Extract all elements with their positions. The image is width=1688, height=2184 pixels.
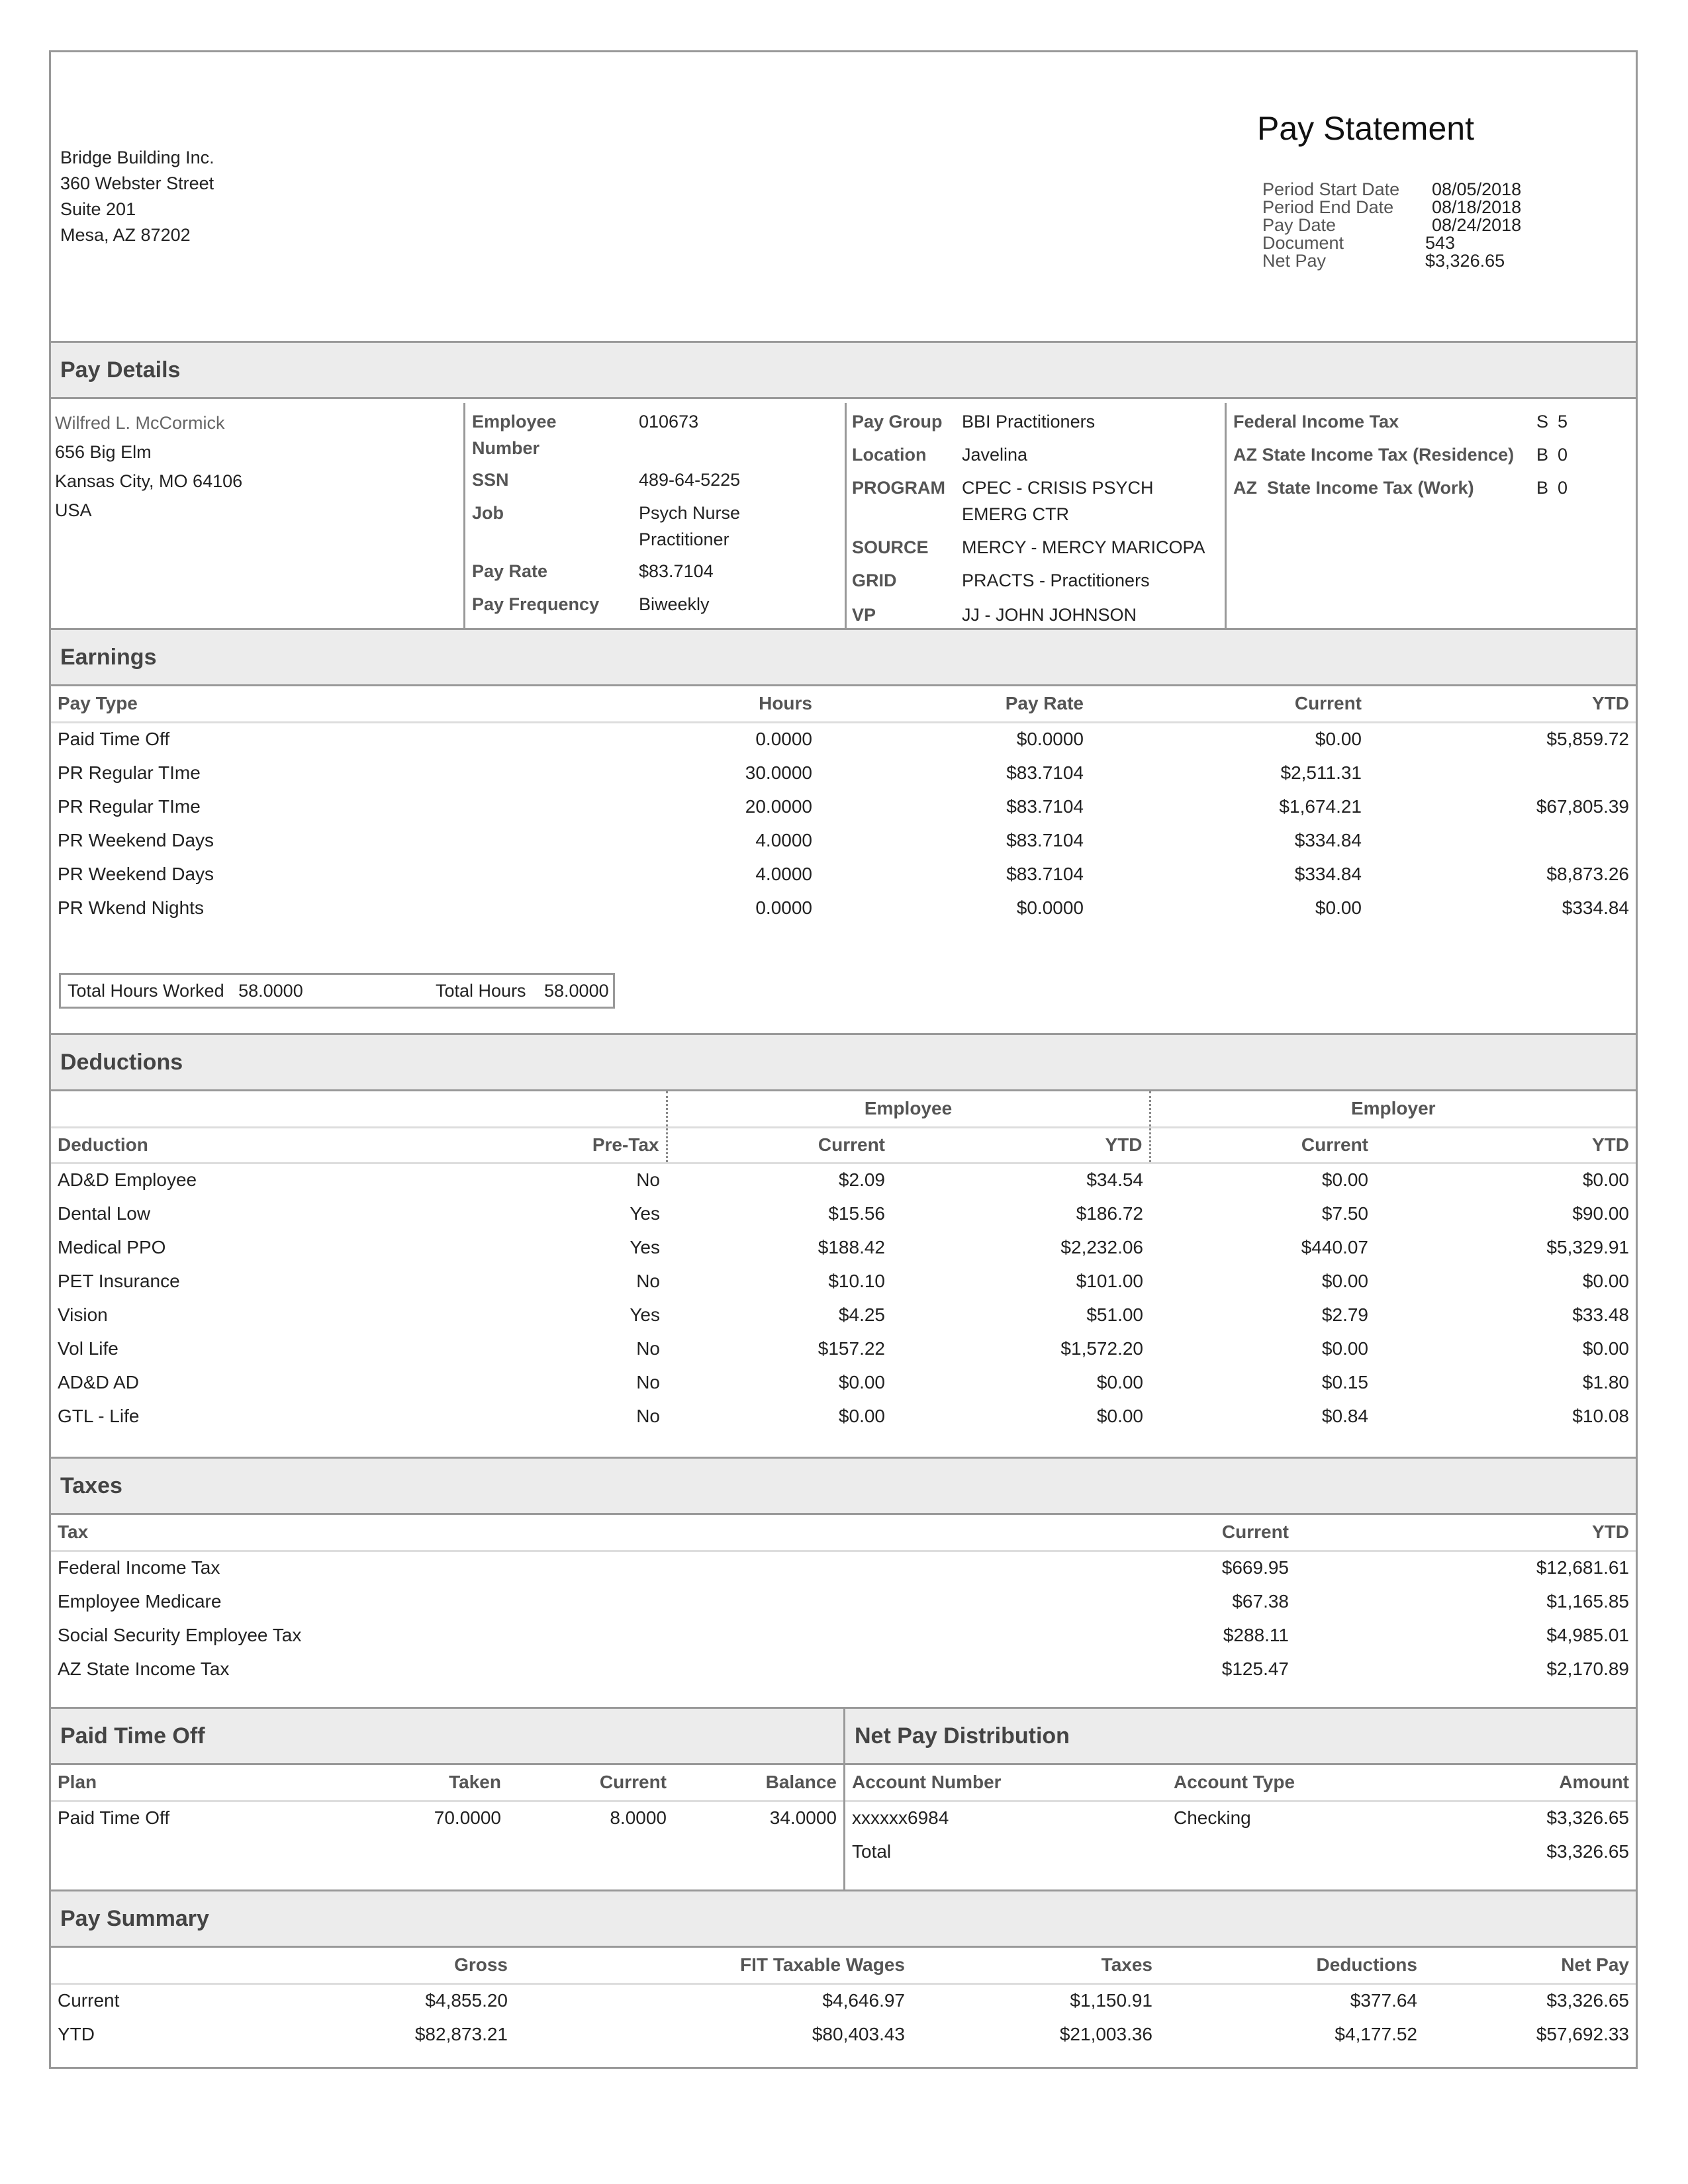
col-balance: Balance xyxy=(673,1765,843,1801)
table-row: Paid Time Off 70.0000 8.0000 34.0000 xyxy=(58,1807,837,1829)
total-hours-value: 58.0000 xyxy=(544,981,609,1001)
document-label: Document xyxy=(1262,233,1344,253)
period-start-label: Period Start Date xyxy=(1262,179,1400,199)
pay-frequency-label: Pay Frequency xyxy=(472,594,600,614)
col-employer-current: Current xyxy=(1150,1127,1375,1163)
col-account-type: Account Type xyxy=(1167,1765,1432,1801)
pay-date-label: Pay Date xyxy=(1262,215,1336,235)
deductions-group-row xyxy=(51,1091,1636,1127)
table-row: Medical PPO Yes $188.42 $2,232.06 $440.07 $5,329.91 xyxy=(58,1236,1629,1257)
az-work-tax-allowances: 0 xyxy=(1558,478,1568,498)
col-account-number: Account Number xyxy=(845,1765,1167,1801)
company-address-line1: 360 Webster Street xyxy=(60,173,214,193)
document-value: 543 xyxy=(1425,233,1456,253)
source-label: SOURCE xyxy=(852,537,929,557)
pto-panel xyxy=(51,1707,845,1889)
earnings-section xyxy=(51,628,1636,1033)
deductions-table xyxy=(51,1091,1636,1433)
table-row: Vol Life No $157.22 $1,572.20 $0.00 $0.00 xyxy=(58,1338,1629,1359)
table-row: Total $3,326.65 xyxy=(852,1841,1629,1862)
table-row: PR Regular TIme 30.0000 $83.7104 $2,511.31 xyxy=(58,762,1362,783)
col-pay-type: Pay Type xyxy=(51,686,422,722)
col-pto-current: Current xyxy=(508,1765,673,1801)
col-pre-tax: Pre-Tax xyxy=(448,1127,667,1163)
period-end-label: Period End Date xyxy=(1262,197,1394,217)
grid-value: PRACTS - Practitioners xyxy=(962,570,1150,590)
program-label: PROGRAM xyxy=(852,478,945,498)
col-tax-ytd: YTD xyxy=(1295,1515,1636,1551)
col-employee-ytd: YTD xyxy=(892,1127,1150,1163)
employee-name: Wilfred L. McCormick xyxy=(55,413,225,433)
col-taxes: Taxes xyxy=(912,1948,1159,1983)
pay-summary-title: Pay Summary xyxy=(51,1889,1636,1948)
earnings-title: Earnings xyxy=(51,628,1636,686)
table-row: PET Insurance No $10.10 $101.00 $0.00 $0.00 xyxy=(58,1270,1629,1291)
employee-number-value: 010673 xyxy=(639,412,699,432)
earnings-header-row xyxy=(51,686,1636,722)
net-pay-distribution-table xyxy=(845,1765,1636,1868)
ssn-label: SSN xyxy=(472,470,509,490)
pto-header-row xyxy=(51,1765,843,1801)
period-end-value: 08/18/2018 xyxy=(1432,197,1522,217)
company-address xyxy=(60,145,214,248)
col-current: Current xyxy=(1090,686,1368,722)
taxes-header-row xyxy=(51,1515,1636,1551)
table-row: PR Wkend Nights 0.0000 $0.0000 $0.00 $334.84 xyxy=(58,897,1629,918)
col-net-pay: Net Pay xyxy=(1424,1948,1636,1983)
total-hours-label: Total Hours xyxy=(436,981,526,1001)
company-city-state-zip: Mesa, AZ 87202 xyxy=(60,225,191,245)
az-work-tax-status: B xyxy=(1536,478,1549,498)
az-work-tax-label: AZ State Income Tax (Work) xyxy=(1233,478,1474,498)
col-employer-ytd: YTD xyxy=(1375,1127,1636,1163)
col-gross: Gross xyxy=(183,1948,514,1983)
az-residence-tax-status: B xyxy=(1536,445,1549,465)
pay-summary-table xyxy=(51,1948,1636,2051)
col-amount: Amount xyxy=(1432,1765,1636,1801)
table-row: AD&D AD No $0.00 $0.00 $0.15 $1.80 xyxy=(58,1371,1629,1392)
pay-details-title: Pay Details xyxy=(51,341,1636,399)
pay-frequency-value: Biweekly xyxy=(639,594,710,614)
col-hours: Hours xyxy=(422,686,819,722)
taxes-table xyxy=(51,1515,1636,1686)
pay-group-label: Pay Group xyxy=(852,412,943,432)
deductions-section xyxy=(51,1033,1636,1457)
employee-number-label: Employee Number xyxy=(472,412,557,458)
employee-address: 656 Big Elm xyxy=(55,442,152,462)
pay-date-value: 08/24/2018 xyxy=(1432,215,1522,235)
vp-value: JJ - JOHN JOHNSON xyxy=(962,605,1137,625)
pto-table xyxy=(51,1765,843,1835)
federal-tax-label: Federal Income Tax xyxy=(1233,412,1399,432)
col-taken: Taken xyxy=(329,1765,508,1801)
table-row: Social Security Employee Tax $288.11 $4,985.01 xyxy=(58,1624,1629,1645)
table-row: Employee Medicare $67.38 $1,165.85 xyxy=(58,1590,1629,1612)
col-plan: Plan xyxy=(51,1765,329,1801)
table-row: Vision Yes $4.25 $51.00 $2.79 $33.48 xyxy=(58,1304,1629,1325)
az-residence-tax-label: AZ State Income Tax (Residence) xyxy=(1233,445,1515,465)
net-pay-value: $3,326.65 xyxy=(1425,251,1505,271)
table-row: Dental Low Yes $15.56 $186.72 $7.50 $90.00 xyxy=(58,1203,1629,1224)
employee-country: USA xyxy=(55,500,92,520)
employer-group-header: Employer xyxy=(1150,1091,1636,1127)
employee-city-state-zip: Kansas City, MO 64106 xyxy=(55,471,243,491)
source-value: MERCY - MERCY MARICOPA xyxy=(962,537,1205,557)
total-hours-box xyxy=(59,973,615,1009)
grid-label: GRID xyxy=(852,570,897,590)
pay-group-value: BBI Practitioners xyxy=(962,412,1096,432)
total-hours-worked-value: 58.0000 xyxy=(238,981,303,1001)
company-address-line2: Suite 201 xyxy=(60,199,136,219)
table-row: Federal Income Tax $669.95 $12,681.61 xyxy=(58,1557,1629,1578)
pay-rate-label: Pay Rate xyxy=(472,561,548,581)
program-value: CPEC - CRISIS PSYCH EMERG CTR xyxy=(962,478,1154,524)
company-name: Bridge Building Inc. xyxy=(60,148,214,167)
deductions-title: Deductions xyxy=(51,1033,1636,1091)
col-deduction: Deduction xyxy=(51,1127,448,1163)
pay-summary-section xyxy=(51,1889,1636,2067)
period-start-value: 08/05/2018 xyxy=(1432,179,1522,199)
employee-info xyxy=(55,408,242,525)
col-ytd: YTD xyxy=(1368,686,1636,722)
pto-netpay-section xyxy=(51,1707,1636,1889)
pay-rate-value: $83.7104 xyxy=(639,561,714,581)
npd-header-row xyxy=(845,1765,1636,1801)
table-row: PR Weekend Days 4.0000 $83.7104 $334.84 $8,873.26 xyxy=(58,863,1629,884)
col-pay-rate: Pay Rate xyxy=(819,686,1090,722)
job-value: Psych Nurse Practitioner xyxy=(639,503,741,549)
job-label: Job xyxy=(472,503,504,523)
federal-tax-status: S xyxy=(1536,412,1549,432)
pay-summary-header-row xyxy=(51,1948,1636,1983)
earnings-table xyxy=(51,686,1636,925)
pay-statement-document xyxy=(49,50,1638,2069)
table-row: PR Weekend Days 4.0000 $83.7104 $334.84 xyxy=(58,829,1362,850)
col-employee-current: Current xyxy=(667,1127,892,1163)
total-hours-worked-label: Total Hours Worked xyxy=(68,981,224,1001)
table-row: YTD $82,873.21 $80,403.43 $21,003.36 $4,177.52 $57,692.33 xyxy=(58,2023,1629,2044)
table-row: xxxxxx6984 Checking $3,326.65 xyxy=(852,1807,1629,1829)
taxes-title: Taxes xyxy=(51,1457,1636,1515)
table-row: AD&D Employee No $2.09 $34.54 $0.00 $0.00 xyxy=(58,1169,1629,1191)
table-row: GTL - Life No $0.00 $0.00 $0.84 $10.08 xyxy=(58,1405,1629,1426)
col-tax-current: Current xyxy=(978,1515,1295,1551)
statement-title: Pay Statement xyxy=(1257,110,1474,147)
federal-tax-allowances: 5 xyxy=(1558,412,1568,432)
vp-label: VP xyxy=(852,605,876,625)
net-pay-distribution-panel xyxy=(845,1707,1636,1889)
col-tax: Tax xyxy=(51,1515,978,1551)
table-row: Current $4,855.20 $4,646.97 $1,150.91 $377.64 $3,326.65 xyxy=(58,1990,1629,2011)
location-label: Location xyxy=(852,445,927,465)
employee-group-header: Employee xyxy=(667,1091,1150,1127)
pto-title: Paid Time Off xyxy=(51,1707,843,1765)
col-deductions: Deductions xyxy=(1159,1948,1424,1983)
net-pay-distribution-title: Net Pay Distribution xyxy=(845,1707,1636,1765)
pay-details-section xyxy=(51,341,1636,628)
az-residence-tax-allowances: 0 xyxy=(1558,445,1568,465)
net-pay-label: Net Pay xyxy=(1262,251,1327,271)
col-fit-taxable-wages: FIT Taxable Wages xyxy=(514,1948,912,1983)
table-row: PR Regular TIme 20.0000 $83.7104 $1,674.21 $67,805.39 xyxy=(58,796,1629,817)
deductions-header-row xyxy=(51,1127,1636,1163)
ssn-value: 489-64-5225 xyxy=(639,470,741,490)
table-row: AZ State Income Tax $125.47 $2,170.89 xyxy=(58,1658,1629,1679)
taxes-section xyxy=(51,1457,1636,1707)
location-value: Javelina xyxy=(962,445,1028,465)
statement-info xyxy=(1262,181,1521,270)
table-row: Paid Time Off 0.0000 $0.0000 $0.00 $5,859.72 xyxy=(58,729,1629,750)
